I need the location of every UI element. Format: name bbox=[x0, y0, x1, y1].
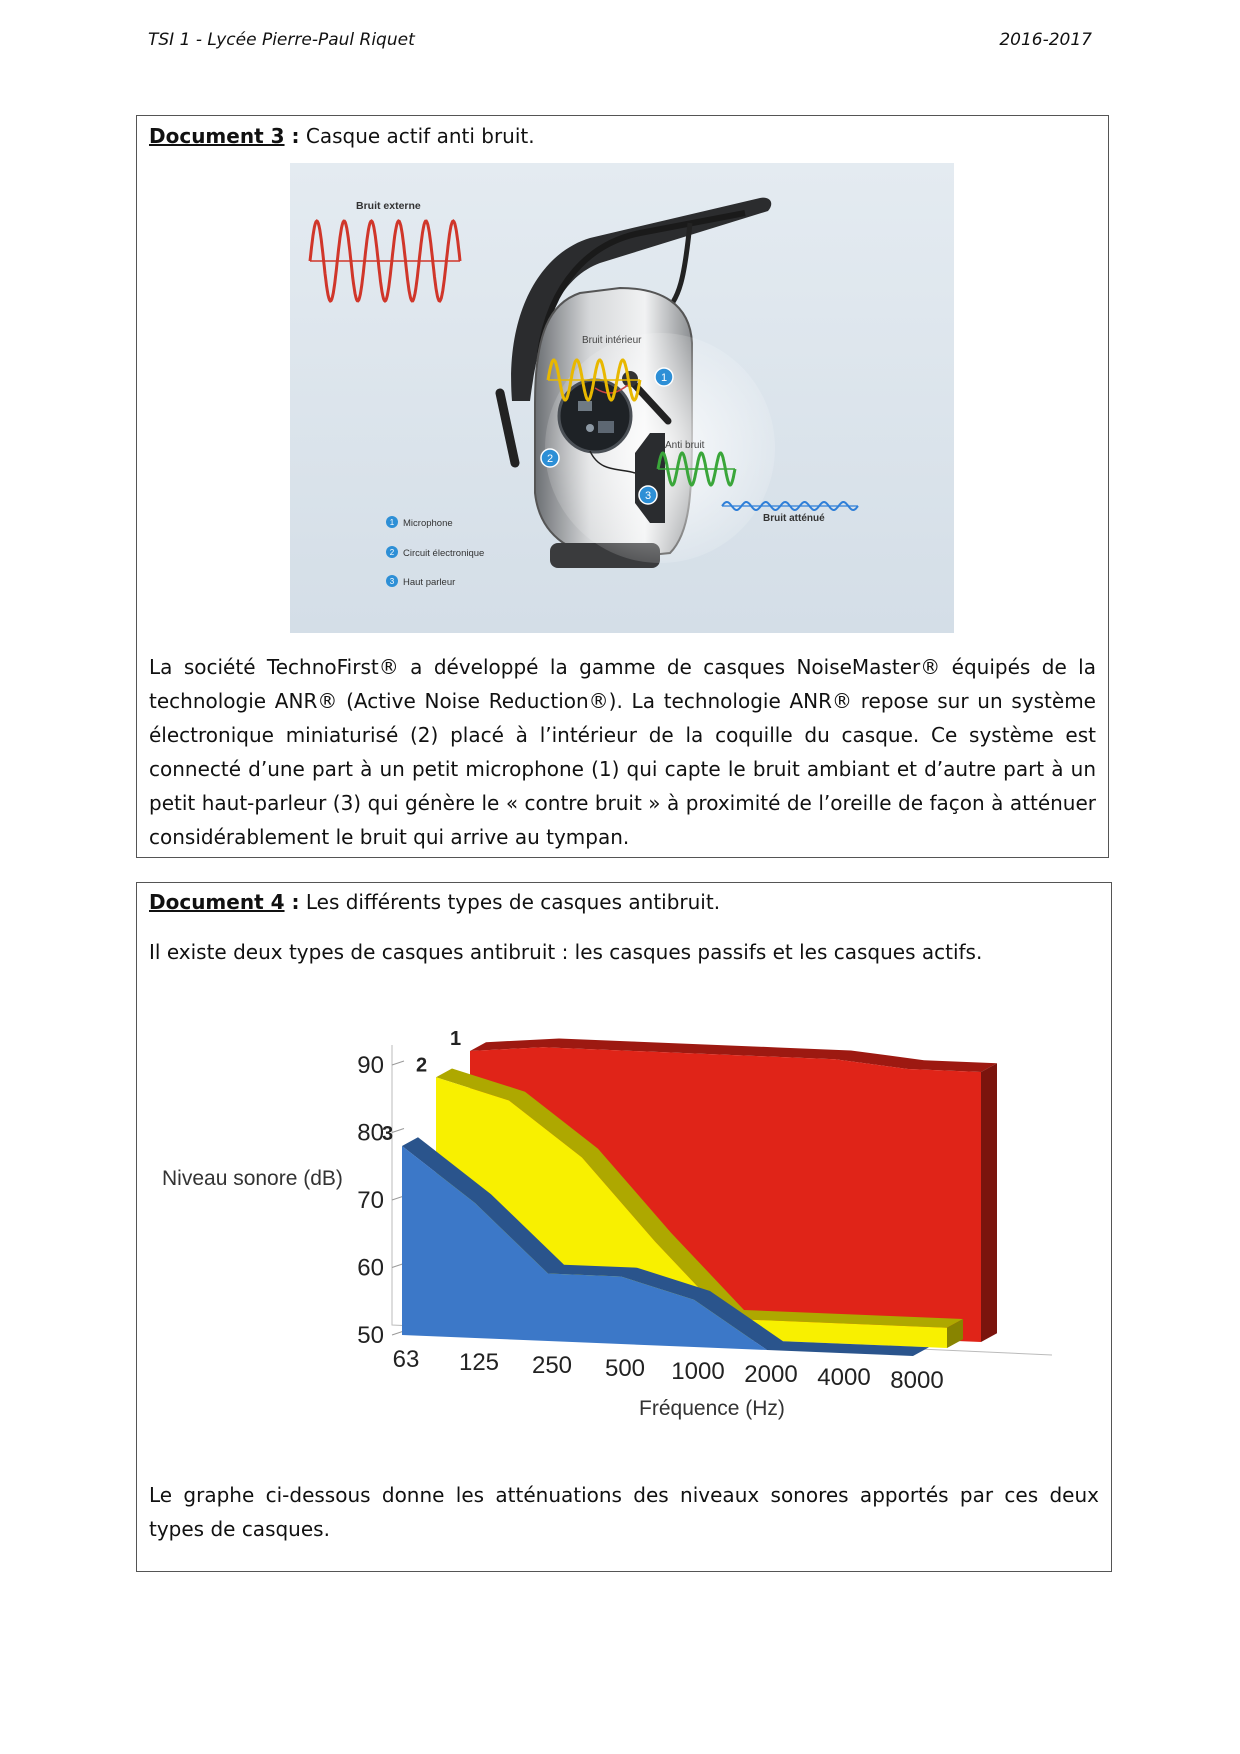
attenuation-chart bbox=[152, 995, 1052, 1435]
y-tick-label: 50 bbox=[357, 1322, 384, 1349]
anti-noise-label: Anti bruit bbox=[665, 440, 705, 451]
svg-text:3: 3 bbox=[389, 577, 395, 586]
series-label-2: 2 bbox=[416, 1054, 428, 1077]
x-tick-label: 63 bbox=[392, 1346, 420, 1373]
document-4-title: Document 4 : Les différents types de casques antibruit. bbox=[149, 890, 721, 914]
series-label-1: 1 bbox=[450, 1028, 462, 1050]
y-tick-label: 90 bbox=[357, 1052, 384, 1079]
document-3-title: Document 3 : Casque actif anti bruit. bbox=[149, 124, 535, 148]
svg-text:2: 2 bbox=[546, 453, 554, 465]
y-tick-label: 60 bbox=[357, 1254, 384, 1282]
svg-text:1: 1 bbox=[660, 372, 668, 384]
y-tick-label: 70 bbox=[357, 1187, 384, 1214]
svg-text:3: 3 bbox=[644, 490, 652, 502]
document-4-paragraph: Le graphe ci-dessous donne les atténuations des niveaux sonores apportés par ces deux types de casques. bbox=[149, 1483, 1099, 1541]
header-school: TSI 1 - Lycée Pierre-Paul Riquet bbox=[148, 30, 415, 50]
x-tick-label: 125 bbox=[458, 1349, 500, 1376]
badge-3 bbox=[639, 486, 657, 504]
attenuated-noise-label: Bruit atténué bbox=[763, 513, 825, 524]
document-3-paragraph: La société TechnoFirst® a développé la gamme de casques NoiseMaster® équipés de la technologie ANR® (Active Noise Reduction®). La technologie ANR® repose sur un système électronique miniaturisé (2) placé à l’intérieur de la coquille du casque. Ce système est connecté d’une part à un petit microphone (1) qui capte le bruit ambiant et d’autre part à un petit haut-parleur (3) qui génère le « contre bruit » à proximité de l’oreille de façon à atténuer considérablement le bruit qui arrive au tympan. bbox=[149, 655, 1096, 849]
legend-microphone: Microphone bbox=[403, 518, 453, 529]
legend-speaker: Haut parleur bbox=[403, 577, 456, 588]
x-axis-label: Fréquence (Hz) bbox=[639, 1397, 785, 1420]
y-axis-label: Niveau sonore (dB) bbox=[162, 1167, 343, 1190]
x-tick-label: 250 bbox=[531, 1352, 573, 1379]
document-3-box bbox=[136, 115, 1109, 858]
x-tick-label: 4000 bbox=[817, 1364, 871, 1391]
y-tick-label: 80 bbox=[357, 1119, 384, 1147]
series-label-3: 3 bbox=[382, 1123, 394, 1145]
x-tick-label: 1000 bbox=[671, 1358, 725, 1385]
headset-illustration bbox=[290, 163, 954, 633]
x-tick-label: 500 bbox=[604, 1355, 646, 1382]
document-4-box bbox=[136, 882, 1112, 1572]
svg-text:1: 1 bbox=[389, 518, 395, 527]
badge-2 bbox=[541, 449, 559, 467]
document-4-label: Document 4 bbox=[149, 890, 285, 914]
badge-1 bbox=[655, 368, 673, 386]
document-3-subject: Casque actif anti bruit. bbox=[299, 124, 535, 148]
document-4-subject: Les différents types de casques antibruit. bbox=[299, 890, 721, 914]
internal-noise-label: Bruit intérieur bbox=[582, 335, 642, 346]
external-noise-label: Bruit externe bbox=[356, 200, 421, 212]
legend-circuit: Circuit électronique bbox=[403, 548, 485, 559]
document-3-label: Document 3 bbox=[149, 124, 285, 148]
series-side-1 bbox=[981, 1063, 997, 1342]
x-tick-label: 2000 bbox=[744, 1361, 798, 1388]
document-4-intro: Il existe deux types de casques antibruit : les casques passifs et les casques actifs. bbox=[149, 940, 983, 964]
svg-text:2: 2 bbox=[389, 548, 395, 557]
x-tick-label: 8000 bbox=[890, 1367, 944, 1394]
header-year: 2016-2017 bbox=[999, 30, 1092, 50]
